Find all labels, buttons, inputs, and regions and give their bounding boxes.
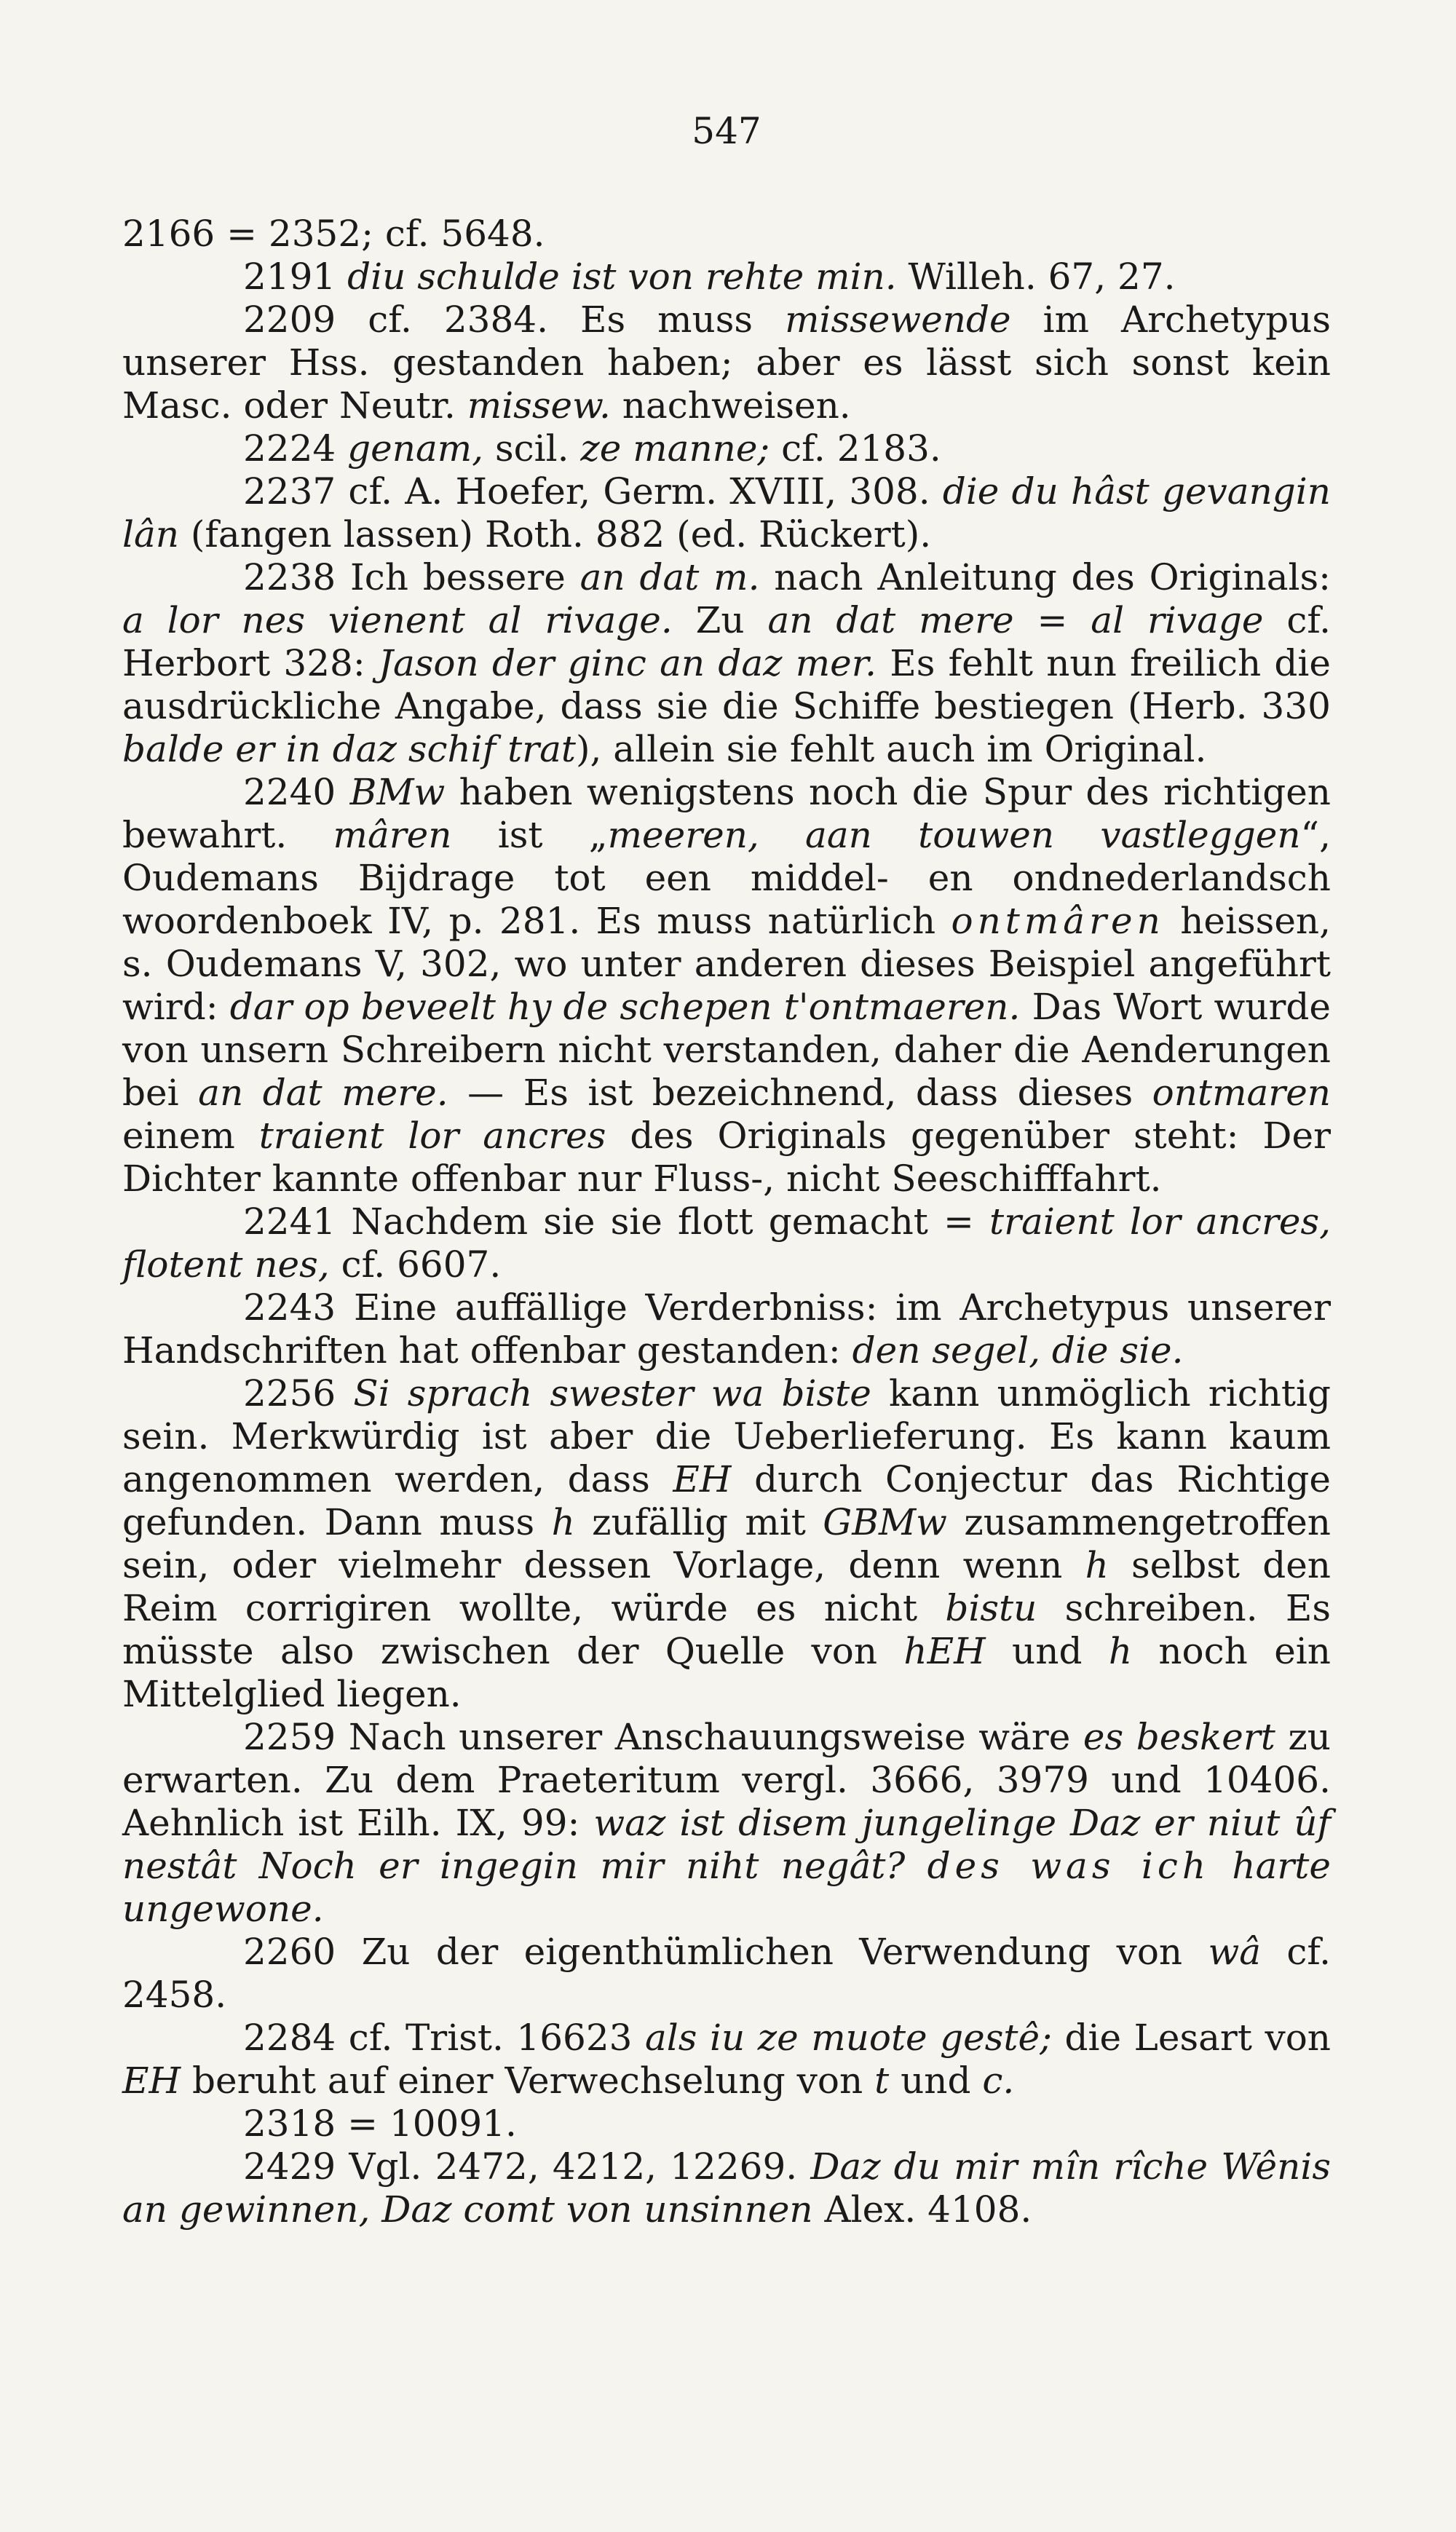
entry-text: ist „ [451, 814, 608, 856]
commentary-entry [122, 556, 1331, 771]
italic-quotation: bistu [945, 1587, 1037, 1629]
entry-text: Alex. 4108. [812, 2188, 1032, 2231]
entry-text: 2260 Zu der eigenthümlichen Verwendung von [243, 1931, 1208, 1973]
italic-quotation: mâren [333, 814, 452, 856]
italic-quotation: waz ist disem jungelinge Daz er niut ûf nestât Noch er ingegin mir niht negât? [122, 1802, 1331, 1887]
italic-quotation: ontmâren [951, 900, 1165, 942]
document-page [122, 109, 1331, 2231]
page-number: 547 [692, 110, 761, 152]
italic-quotation: ontmaren [1152, 1072, 1331, 1114]
entry-text: ), allein sie fehlt auch im Original. [575, 728, 1207, 770]
entry-text: cf. Herbort 328: [122, 599, 1331, 684]
italic-quotation: an dat mere [767, 599, 1014, 641]
italic-quotation: h [1085, 1544, 1109, 1586]
entry-text: 2243 Eine auffällige Verderbniss: im Archetypus unserer Handschriften hat offenbar gestanden: [122, 1286, 1331, 1372]
italic-quotation: es beskert [1083, 1716, 1275, 1758]
entry-text: selbst den Reim corrigiren wollte, würde es nicht [122, 1544, 1331, 1629]
entry-text: haben wenigstens noch die Spur des richtigen bewahrt. [122, 771, 1332, 856]
italic-quotation: al rivage [1091, 599, 1264, 641]
italic-quotation: als iu ze muote gestê; [645, 2017, 1052, 2059]
entry-text: des Originals gegenüber steht: Der Dichter kannte offenbar nur Fluss-, nicht Seeschifffahrt. [122, 1115, 1331, 1200]
italic-quotation: missewende [785, 298, 1011, 341]
italic-quotation: Jason der ginc an daz mer. [378, 642, 877, 684]
commentary-entry [122, 1716, 1331, 1931]
entry-text: einem [122, 1115, 259, 1157]
commentary-entry [122, 470, 1331, 556]
commentary-entry [122, 256, 1331, 298]
entry-text: 2241 Nachdem sie sie flott gemacht = [243, 1200, 990, 1243]
entry-text: beruht auf einer Verwechselung von [181, 2060, 875, 2102]
entry-text: Es fehlt nun freilich die ausdrückliche Angabe, dass sie die Schiffe bestiegen (Herb. 330 [122, 642, 1331, 727]
italic-quotation: harte ungewone. [122, 1845, 1331, 1930]
italic-quotation: dar op beveelt hy de schepen t'ontmaeren. [229, 986, 1021, 1028]
italic-quotation: Daz du mir mîn rîche Wênis an gewinnen, Daz comt von unsinnen [122, 2145, 1331, 2231]
commentary-entry [122, 2145, 1331, 2231]
italic-quotation: EH [122, 2060, 181, 2102]
entry-text: Willeh. 67, 27. [896, 256, 1176, 298]
entry-text: noch ein Mittelglied liegen. [122, 1630, 1331, 1715]
entry-text: zu erwarten. Zu dem Praeteritum vergl. 3666, 3979 und 10406. Aehnlich ist Eilh. IX, 99: [122, 1716, 1331, 1844]
entry-text: 2256 [243, 1372, 354, 1415]
entry-text: zusammengetroffen sein, oder vielmehr dessen Vorlage, denn wenn [122, 1501, 1331, 1586]
entry-text: im Archetypus unserer Hss. gestanden haben; aber es lässt sich sonst kein Masc. oder Neutr. [122, 298, 1331, 427]
entry-text: schreiben. Es müsste also zwischen der Quelle von [122, 1587, 1332, 1672]
italic-quotation: Si sprach swester wa biste [353, 1372, 871, 1415]
entry-text: nachweisen. [610, 384, 851, 427]
italic-quotation: des was ich [927, 1845, 1211, 1887]
italic-quotation: an dat mere. [198, 1072, 448, 1114]
entry-text: durch Conjectur das Richtige gefunden. Dann muss [122, 1458, 1331, 1543]
commentary-entry [122, 771, 1331, 1200]
entry-text: 2318 = 10091. [243, 2102, 517, 2145]
italic-quotation: h [1108, 1630, 1133, 1672]
italic-quotation: EH [673, 1458, 732, 1500]
entry-text: 2259 Nach unserer Anschauungsweise wäre [243, 1716, 1083, 1758]
italic-quotation: diu schulde ist von rehte min. [347, 256, 897, 298]
italic-quotation: h [551, 1501, 575, 1543]
entry-text: 2191 [243, 256, 348, 298]
entry-text: Zu [672, 599, 768, 641]
entry-text [905, 1845, 927, 1887]
entry-text: 2429 Vgl. 2472, 4212, 12269. [243, 2145, 811, 2188]
entry-text: und [889, 2060, 983, 2102]
entry-text: und [985, 1630, 1109, 1672]
italic-quotation: wâ [1208, 1931, 1262, 1973]
commentary-entry [122, 1931, 1331, 2017]
entry-text: kann unmöglich richtig sein. Merkwürdig ist aber die Ueberlieferung. Es kann kaum angenommen werden, dass [122, 1372, 1331, 1500]
italic-quotation: balde er in daz schif trat [122, 728, 576, 770]
italic-quotation: a lor nes vienent al rivage. [122, 599, 673, 641]
entry-text: 2284 cf. Trist. 16623 [243, 2017, 645, 2059]
entry-text: cf. 2458. [122, 1931, 1332, 2016]
italic-quotation: BMw [349, 771, 446, 813]
entry-text: cf. 2183. [769, 427, 941, 470]
commentary-entry [122, 1286, 1331, 1372]
entry-text: cf. 6607. [329, 1243, 502, 1286]
commentary-entry [122, 1200, 1331, 1286]
italic-quotation: den segel, die sie. [852, 1329, 1184, 1372]
italic-quotation: missew. [467, 384, 611, 427]
commentary-entry [122, 2017, 1331, 2102]
italic-quotation: hEH [903, 1630, 986, 1672]
entry-text: — Es ist bezeichnend, dass dieses [448, 1072, 1152, 1114]
commentary-entries [122, 213, 1331, 2231]
italic-quotation: genam, [347, 427, 484, 470]
entry-text: 2166 = 2352; cf. 5648. [122, 213, 545, 255]
italic-quotation: meeren, aan touwen vastleggen [607, 814, 1301, 856]
italic-quotation: GBMw [823, 1501, 947, 1543]
italic-quotation: die du hâst gevangin lân [122, 470, 1331, 555]
entry-text: 2240 [243, 771, 350, 813]
entry-text: 2224 [243, 427, 348, 470]
commentary-entry [122, 2102, 1331, 2145]
entry-text: nach Anleitung des Originals: [759, 556, 1331, 598]
italic-quotation: ze manne; [580, 427, 770, 470]
commentary-entry [122, 427, 1331, 470]
entry-text: 2237 cf. A. Hoefer, Germ. XVIII, 308. [243, 470, 943, 513]
italic-quotation: t [874, 2060, 890, 2102]
italic-quotation: c. [982, 2060, 1015, 2102]
italic-quotation: traient lor ancres, flotent nes, [122, 1200, 1331, 1286]
entry-text: heissen, s. Oudemans V, 302, wo unter anderen dieses Beispiel angeführt wird: [122, 900, 1332, 1028]
entry-text: “, Oudemans Bijdrage tot een middel- en ondnederlandsch woordenboek IV, p. 281. Es muss natürlich [122, 814, 1331, 942]
italic-quotation: traient lor ancres [258, 1115, 606, 1157]
commentary-entry [122, 1372, 1331, 1716]
entry-text: zufällig mit [574, 1501, 823, 1543]
entry-text: 2209 cf. 2384. Es muss [243, 298, 786, 341]
commentary-entry [122, 298, 1331, 427]
entry-text: (fangen lassen) Roth. 882 (ed. Rückert). [179, 513, 932, 555]
entry-text [1210, 1845, 1232, 1887]
entry-text: die Lesart von [1051, 2017, 1332, 2059]
entry-text: Das Wort wurde von unsern Schreibern nicht verstanden, daher die Aenderungen bei [122, 986, 1331, 1114]
entry-text: 2238 Ich bessere [243, 556, 580, 598]
entry-text: scil. [483, 427, 581, 470]
italic-quotation: an dat m. [579, 556, 760, 598]
entry-text: = [1013, 599, 1091, 641]
commentary-entry [122, 213, 1331, 256]
